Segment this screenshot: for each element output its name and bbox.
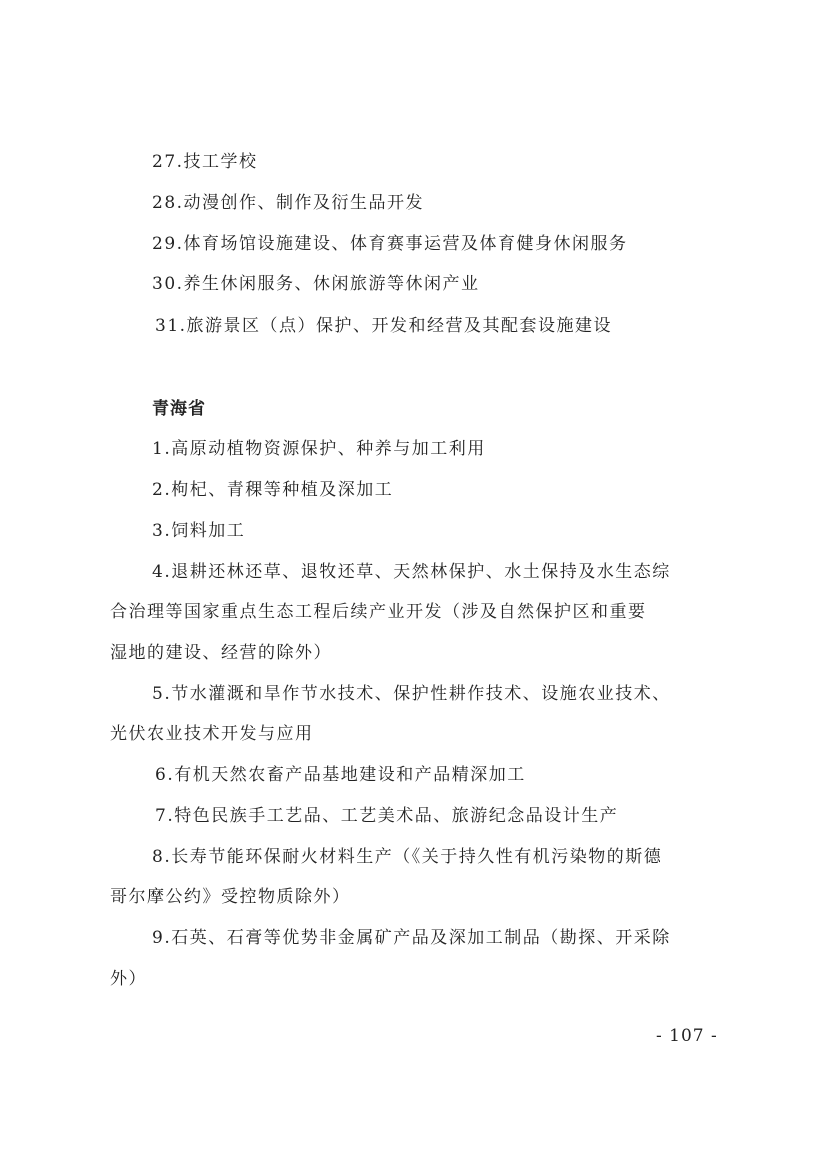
- list-item: 2.枸杞、青稞等种植及深加工: [152, 480, 394, 500]
- list-item: 4.退耕还林还草、退牧还草、天然林保护、水土保持及水生态综: [152, 562, 671, 582]
- list-item: 30.养生休闲服务、休闲旅游等休闲产业: [152, 274, 480, 294]
- page-number: - 107 -: [656, 1026, 718, 1046]
- list-item: 3.饲料加工: [152, 521, 246, 541]
- list-item-continuation: 光伏农业技术开发与应用: [110, 724, 314, 744]
- list-item: 7.特色民族手工艺品、工艺美术品、旅游纪念品设计生产: [155, 806, 619, 826]
- list-item-continuation: 外）: [110, 969, 147, 989]
- list-item-continuation: 哥尔摩公约》受控物质除外）: [110, 887, 351, 907]
- list-item: 9.石英、石膏等优势非金属矿产品及深加工制品（勘探、开采除: [152, 928, 671, 948]
- list-item-continuation: 湿地的建设、经营的除外）: [110, 643, 332, 663]
- list-item: 28.动漫创作、制作及衍生品开发: [152, 193, 425, 213]
- list-item: 8.长寿节能环保耐火材料生产（《关于持久性有机污染物的斯德: [152, 847, 663, 867]
- list-item: 1.高原动植物资源保护、种养与加工利用: [152, 439, 486, 459]
- list-item: 29.体育场馆设施建设、体育赛事运营及体育健身休闲服务: [152, 234, 628, 254]
- list-item: 6.有机天然农畜产品基地建设和产品精深加工: [155, 765, 526, 785]
- list-item: 5.节水灌溉和旱作节水技术、保护性耕作技术、设施农业技术、: [152, 684, 671, 704]
- section-heading: 青海省: [152, 399, 206, 419]
- list-item: 31.旅游景区（点）保护、开发和经营及其配套设施建设: [155, 316, 613, 336]
- list-item-continuation: 合治理等国家重点生态工程后续产业开发（涉及自然保护区和重要: [110, 602, 647, 622]
- list-item: 27.技工学校: [152, 152, 258, 172]
